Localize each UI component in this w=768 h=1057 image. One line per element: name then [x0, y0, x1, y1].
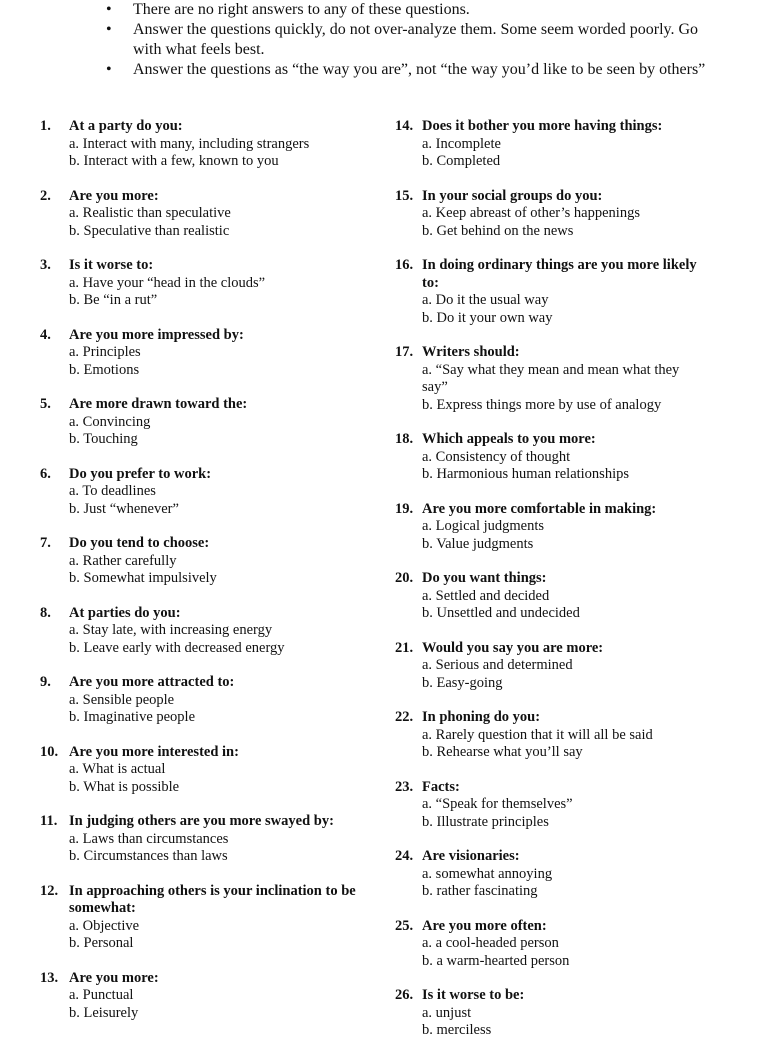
question-item	[40, 327, 360, 380]
question-text: Do you prefer to work:	[69, 465, 212, 482]
question-item	[395, 431, 700, 484]
question-text: Is it worse to:	[69, 257, 154, 273]
instruction-item	[106, 60, 706, 80]
question-item	[395, 188, 700, 241]
option-a[interactable]: a. Incomplete	[422, 135, 501, 152]
option-b[interactable]: b. Touching	[69, 431, 138, 447]
question-number: 7.	[40, 535, 51, 551]
question-item	[395, 987, 700, 1040]
question-text: Would you say you are more:	[422, 639, 604, 656]
option-b[interactable]: b. Imaginative people	[69, 709, 196, 725]
instruction-text: There are no right answers to any of these questions.	[133, 1, 470, 18]
question-item	[395, 570, 700, 623]
bullet-icon: •	[106, 21, 112, 38]
option-a[interactable]: a. Convincing	[69, 413, 151, 430]
question-text: Are you more interested in:	[69, 743, 239, 760]
question-number: 9.	[40, 674, 51, 690]
option-b[interactable]: b. Leisurely	[69, 1004, 139, 1021]
question-number: 12.	[40, 882, 59, 899]
question-number: 21.	[395, 639, 414, 656]
question-number: 17.	[395, 344, 414, 360]
option-b[interactable]: b. Just “whenever”	[69, 500, 179, 517]
question-text: Are visionaries:	[422, 848, 520, 864]
question-item	[40, 605, 360, 658]
option-b[interactable]: b. Leave early with decreased energy	[69, 639, 285, 656]
option-b[interactable]: b. Get behind on the news	[422, 222, 574, 239]
question-text: Are more drawn toward the:	[69, 396, 248, 412]
question-text: Are you more attracted to:	[69, 674, 235, 690]
option-a[interactable]: a. Stay late, with increasing energy	[69, 622, 273, 638]
question-item	[40, 188, 360, 241]
question-number: 11.	[40, 813, 58, 829]
option-b[interactable]: b. Emotions	[69, 361, 140, 378]
question-item	[40, 396, 360, 449]
question-text: Do you want things:	[422, 570, 547, 586]
question-number: 24.	[395, 848, 414, 864]
question-number: 18.	[395, 431, 414, 447]
option-a[interactable]: a. Punctual	[69, 987, 134, 1003]
questions-column-right	[395, 118, 700, 1057]
option-a[interactable]: a. “Say what they mean and mean what they say”	[422, 361, 680, 395]
instruction-item	[106, 20, 706, 60]
question-text: At a party do you:	[69, 118, 183, 134]
option-a[interactable]: a. Principles	[69, 344, 141, 360]
option-a[interactable]: a. Interact with many, including strangers	[69, 135, 310, 152]
question-text: Writers should:	[422, 344, 520, 360]
option-a[interactable]: a. What is actual	[69, 761, 166, 777]
question-text: In judging others are you more swayed by:	[69, 813, 334, 829]
question-item	[395, 344, 700, 414]
question-text: At parties do you:	[69, 604, 181, 621]
option-a[interactable]: a. Objective	[69, 917, 140, 934]
option-b[interactable]: b. Illustrate principles	[422, 813, 549, 830]
option-b[interactable]: b. Value judgments	[422, 535, 534, 552]
question-number: 13.	[40, 969, 59, 986]
instruction-item	[106, 0, 706, 20]
question-text: Are you more comfortable in making:	[422, 500, 657, 517]
question-item	[40, 970, 360, 1023]
bullet-icon: •	[106, 1, 112, 18]
question-item	[395, 640, 700, 693]
option-a[interactable]: a. Logical judgments	[422, 518, 545, 534]
option-a[interactable]: a. a cool-headed person	[422, 935, 559, 951]
question-text: Are you more impressed by:	[69, 326, 244, 343]
question-item	[40, 118, 360, 171]
question-text: Are you more:	[69, 969, 159, 986]
question-text: In phoning do you:	[422, 709, 541, 725]
question-text: In your social groups do you:	[422, 187, 603, 204]
option-a[interactable]: a. Rather carefully	[69, 552, 177, 569]
question-item	[395, 709, 700, 762]
question-number: 8.	[40, 604, 51, 621]
option-a[interactable]: a. somewhat annoying	[422, 865, 553, 882]
question-text: Does it bother you more having things:	[422, 118, 663, 134]
option-b[interactable]: b. Harmonious human relationships	[422, 466, 630, 482]
question-number: 25.	[395, 917, 414, 934]
option-a[interactable]: a. Rarely question that it will all be said	[422, 726, 653, 743]
instruction-text: Answer the questions quickly, do not over-analyze them. Some seem worded poorly. Go with what feels best.	[133, 21, 699, 58]
question-number: 2.	[40, 187, 51, 204]
option-b[interactable]: b. Circumstances than laws	[69, 848, 228, 864]
question-number: 26.	[395, 987, 414, 1003]
question-number: 5.	[40, 396, 51, 412]
question-text: Facts:	[422, 778, 460, 795]
option-b[interactable]: b. a warm-hearted person	[422, 952, 570, 969]
option-b[interactable]: b. Unsettled and undecided	[422, 605, 580, 621]
questions-column-left	[40, 118, 360, 1039]
option-a[interactable]: a. Do it the usual way	[422, 292, 549, 308]
option-a[interactable]: a. Realistic than speculative	[69, 205, 231, 221]
question-number: 23.	[395, 778, 414, 795]
question-item	[40, 674, 360, 727]
question-number: 22.	[395, 709, 414, 725]
question-item	[395, 118, 700, 171]
option-b[interactable]: b. Rehearse what you’ll say	[422, 744, 583, 760]
option-a[interactable]: a. Sensible people	[69, 691, 175, 708]
question-text: Is it worse to be:	[422, 987, 525, 1003]
option-b[interactable]: b. Speculative than realistic	[69, 222, 230, 239]
question-number: 15.	[395, 187, 414, 204]
option-b[interactable]: b. Somewhat impulsively	[69, 570, 217, 586]
option-a[interactable]: a. unjust	[422, 1004, 472, 1021]
question-item	[395, 779, 700, 832]
bullet-icon: •	[106, 61, 112, 78]
question-text: Do you tend to choose:	[69, 535, 210, 551]
option-a[interactable]: a. Serious and determined	[422, 657, 573, 673]
question-number: 16.	[395, 257, 414, 273]
option-a[interactable]: a. To deadlines	[69, 483, 156, 499]
question-text: Are you more often:	[422, 917, 547, 934]
option-b[interactable]: b. Be “in a rut”	[69, 292, 158, 308]
option-a[interactable]: a. Keep abreast of other’s happenings	[422, 205, 640, 221]
question-item	[40, 466, 360, 519]
question-text: In doing ordinary things are you more likely to:	[422, 257, 697, 291]
option-b[interactable]: b. merciless	[422, 1022, 492, 1038]
option-a[interactable]: a. “Speak for themselves”	[422, 796, 573, 812]
question-item	[395, 918, 700, 971]
question-number: 14.	[395, 118, 414, 134]
question-number: 6.	[40, 465, 51, 482]
instruction-text: Answer the questions as “the way you are”, not “the way you’d like to be seen by others”	[133, 61, 706, 78]
option-b[interactable]: b. Do it your own way	[422, 309, 553, 326]
question-item	[395, 501, 700, 554]
option-b[interactable]: b. Personal	[69, 935, 134, 951]
option-b[interactable]: b. Interact with a few, known to you	[69, 153, 279, 169]
question-item	[40, 257, 360, 310]
question-item	[40, 883, 360, 953]
question-item	[40, 813, 360, 866]
question-number: 10.	[40, 743, 59, 760]
question-item	[395, 257, 700, 327]
option-a[interactable]: a. Have your “head in the clouds”	[69, 274, 266, 291]
option-b[interactable]: b. Easy-going	[422, 674, 503, 691]
option-a[interactable]: a. Laws than circumstances	[69, 830, 229, 847]
question-text: Which appeals to you more:	[422, 431, 596, 447]
question-text: Are you more:	[69, 187, 159, 204]
option-a[interactable]: a. Consistency of thought	[422, 448, 571, 465]
question-number: 3.	[40, 257, 51, 273]
question-text: In approaching others is your inclination to be somewhat:	[69, 882, 356, 916]
question-number: 20.	[395, 570, 414, 586]
question-item	[395, 848, 700, 901]
question-number: 4.	[40, 326, 51, 343]
option-b[interactable]: b. Completed	[422, 153, 501, 169]
question-item	[40, 535, 360, 588]
instructions-list	[106, 0, 706, 80]
option-a[interactable]: a. Settled and decided	[422, 587, 550, 604]
question-item	[40, 744, 360, 797]
option-b[interactable]: b. Express things more by use of analogy	[422, 396, 662, 413]
question-number: 19.	[395, 500, 414, 517]
question-number: 1.	[40, 118, 51, 134]
option-b[interactable]: b. What is possible	[69, 778, 180, 795]
option-b[interactable]: b. rather fascinating	[422, 883, 538, 899]
